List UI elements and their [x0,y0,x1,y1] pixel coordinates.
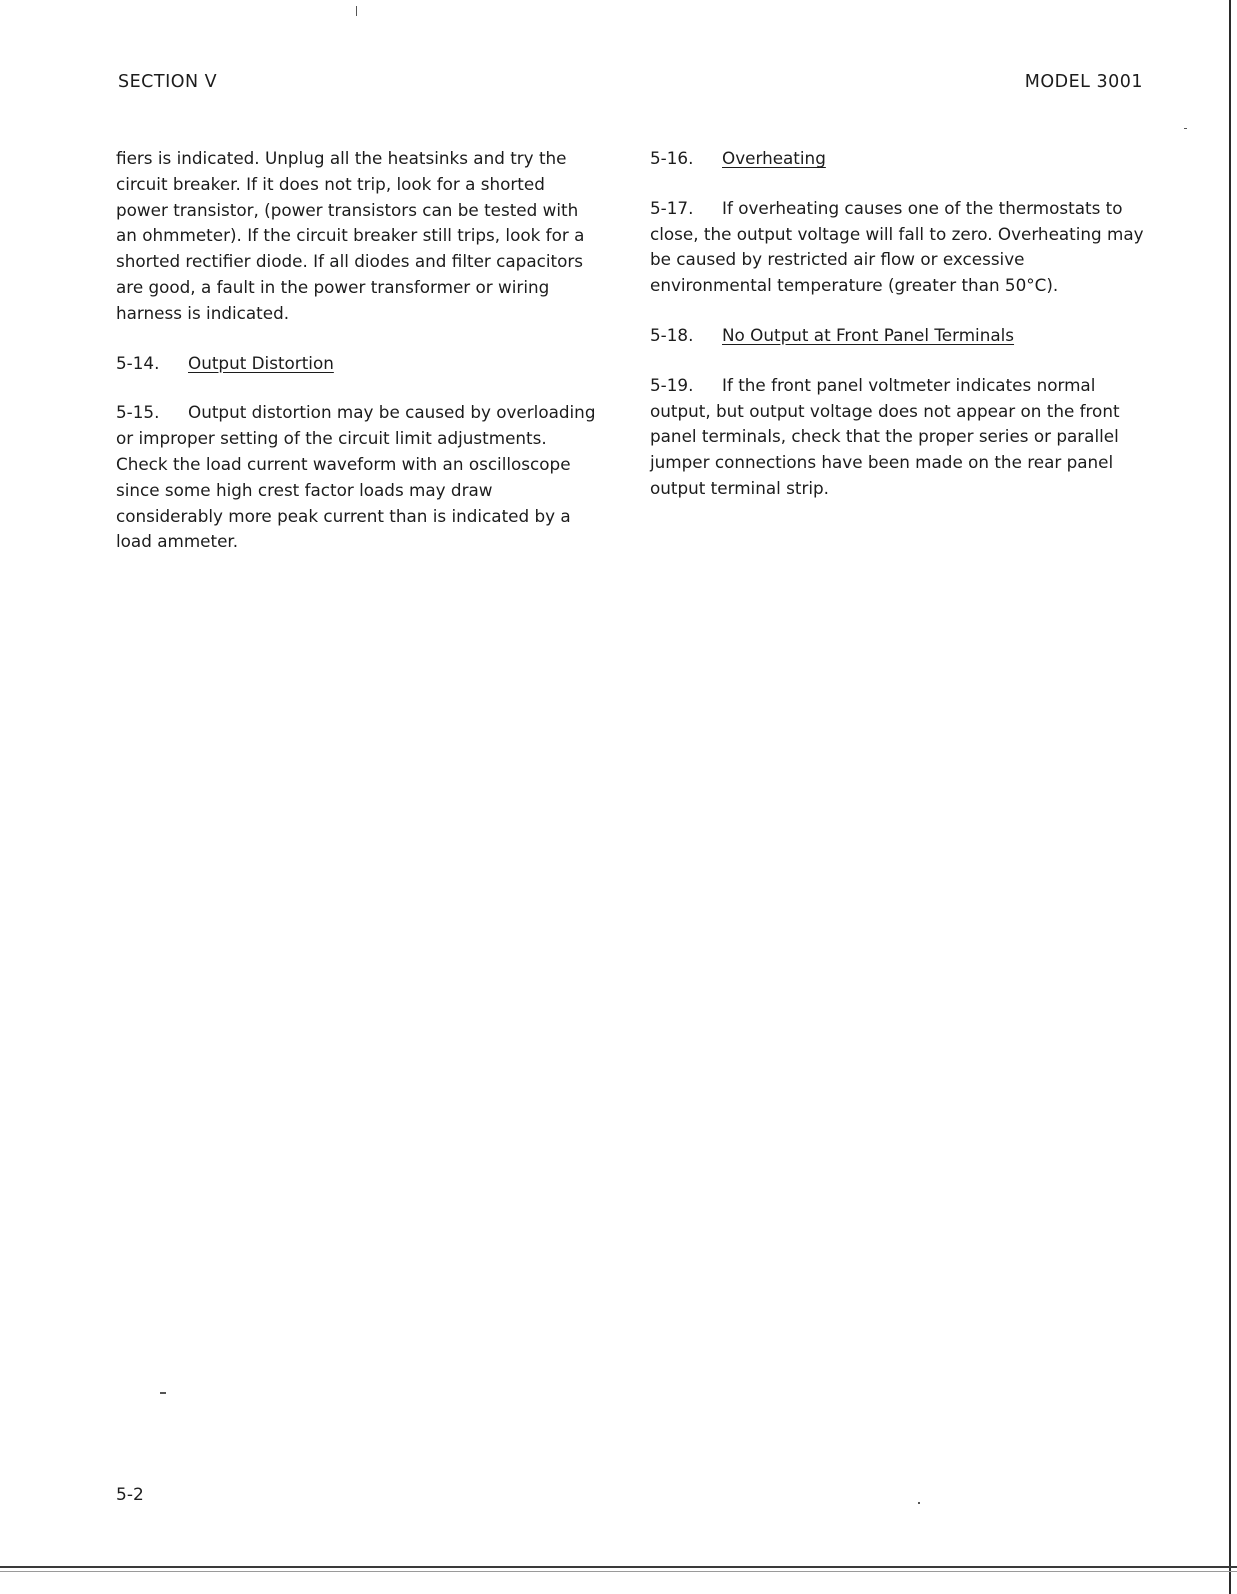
heading-no-output [650,323,1144,349]
section-header: SECTION V [118,72,218,92]
scan-speck [160,1392,166,1394]
paragraph-text: If the front panel voltmeter indicates normal output, but output voltage does not appear on the front panel terminals, check that the proper series or parallel jumper connections have been made on the rear panel output terminal strip. [650,374,1120,498]
right-column [650,146,1144,526]
heading-title: Overheating [722,148,826,168]
paragraph-continuation [116,146,602,327]
scan-speck [1184,128,1187,129]
paragraph-5-19 [650,373,1144,502]
paragraph-text: Output distortion may be caused by overloading or improper setting of the circuit limit adjustments. Check the load current waveform with an oscilloscope since some high crest factor loads may draw considerably more peak current than is indicated by a load ammeter. [116,402,596,552]
paragraph-number: 5-15. [116,402,160,423]
left-column [116,146,602,579]
heading-number: 5-14. [116,352,160,373]
heading-number: 5-16. [650,148,694,168]
paragraph-number: 5-19. [650,374,694,395]
page-edge-right [1229,0,1231,1594]
page-edge-bottom-faint [0,1571,1237,1572]
heading-title: Output Distortion [188,352,334,373]
scan-speck [918,1502,920,1504]
page-edge-bottom [0,1566,1237,1568]
heading-overheating [650,146,1144,172]
heading-number: 5-18. [650,324,694,345]
paragraph-text: If overheating causes one of the thermostats to close, the output voltage will fall to zero. Overheating may be caused by restricted air flow or excessive environmental temperature (greater than 50°C). [650,197,1144,296]
paragraph-5-17 [650,196,1144,299]
paragraph-number: 5-17. [650,197,694,218]
page-number: 5-2 [116,1485,144,1505]
paragraph-text: fiers is indicated. Unplug all the heatsinks and try the circuit breaker. If it does not trip, look for a shorted power transistor, (power transistors can be tested with an ohmmeter). If the circuit breaker still trips, look for a shorted rectifier diode. If all diodes and filter capacitors are good, a fault in the power transformer or wiring harness is indicated. [116,148,585,323]
heading-output-distortion [116,351,602,377]
paragraph-5-15 [116,400,602,555]
scan-speck [356,6,357,16]
heading-title: No Output at Front Panel Terminals [722,324,1015,345]
model-header: MODEL 3001 [1024,72,1143,92]
